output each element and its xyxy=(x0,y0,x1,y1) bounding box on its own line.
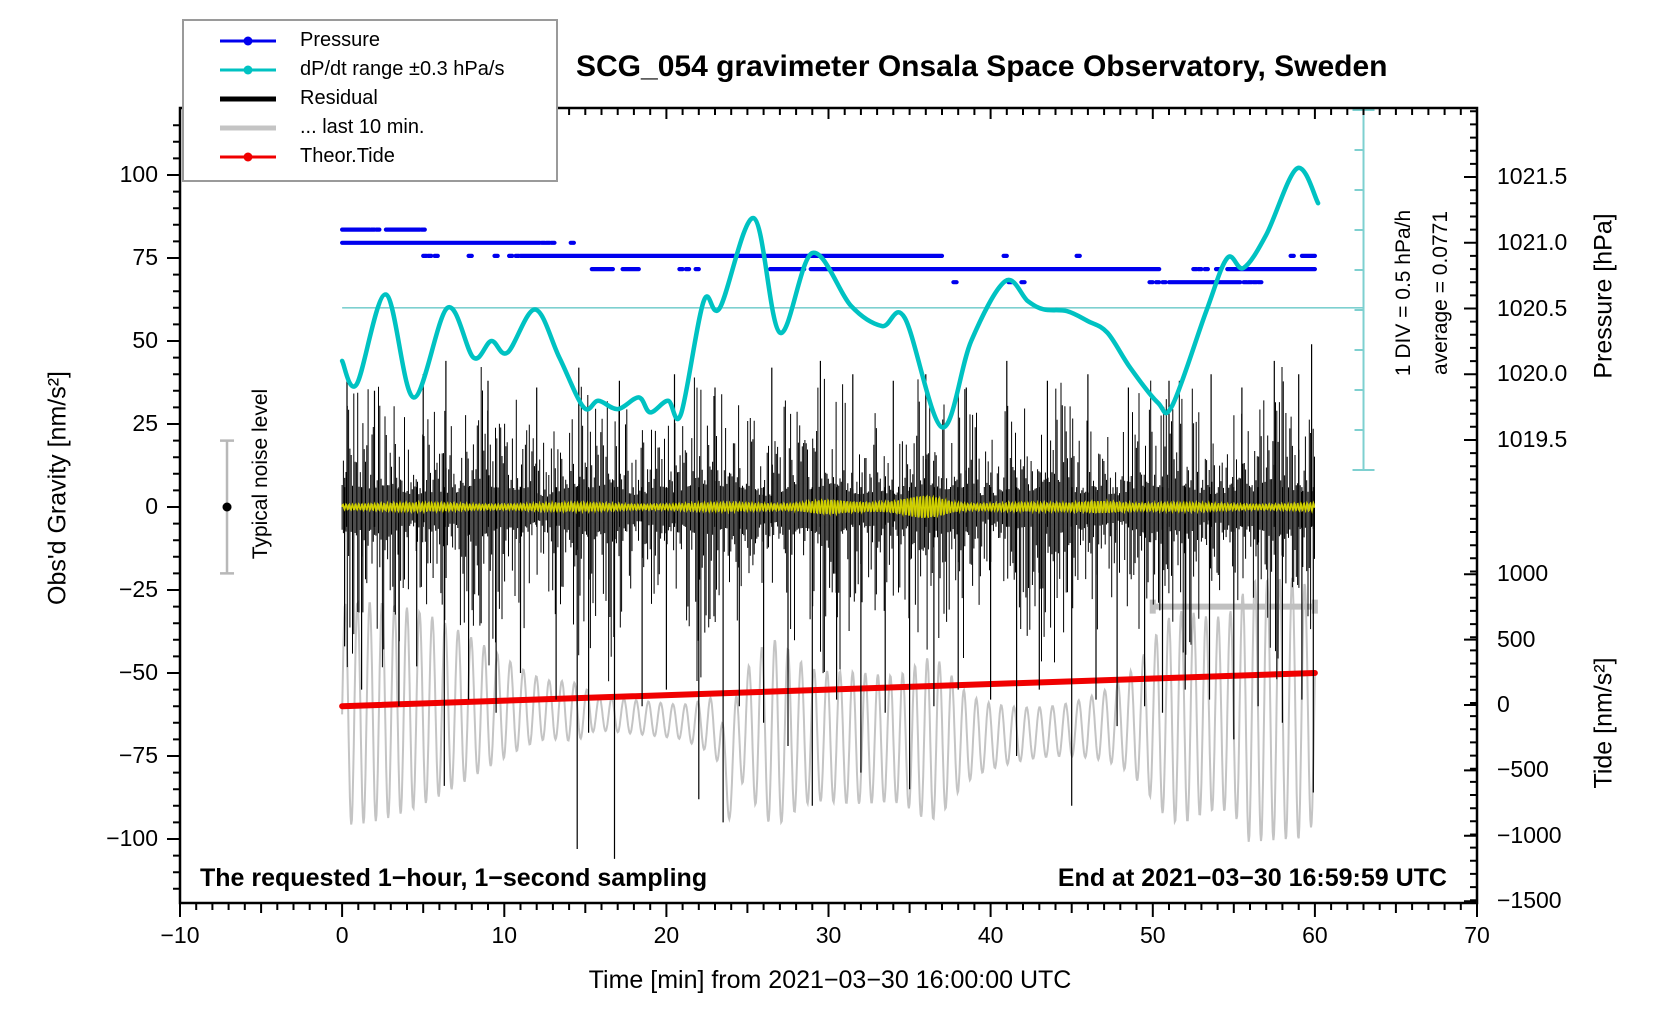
sampling-note: The requested 1−hour, 1−second sampling xyxy=(200,864,708,892)
pressure-tick-label: 1020.0 xyxy=(1497,360,1568,387)
gravity-tick-label: 25 xyxy=(132,410,158,436)
x-tick-label: 70 xyxy=(1464,922,1490,948)
tide-tick-label: −1000 xyxy=(1497,821,1562,848)
gravity-tick-label: 0 xyxy=(145,493,158,519)
residual-spikes xyxy=(345,344,1314,859)
legend-line-icon xyxy=(220,113,276,142)
x-tick-label: −10 xyxy=(160,922,200,948)
pressure-series xyxy=(342,230,1315,283)
last10min-series xyxy=(342,578,1315,842)
x-tick-label: 0 xyxy=(335,922,349,948)
y-left-axis-title: Obs'd Gravity [nm/s²] xyxy=(43,371,72,605)
div-scale-note: 1 DIV = 0.5 hPa/h xyxy=(1392,209,1415,377)
gravity-tick-label: −75 xyxy=(118,742,158,768)
legend-item xyxy=(184,26,556,55)
tide-tick-label: −500 xyxy=(1497,756,1549,783)
average-note: average = 0.0771 xyxy=(1429,210,1452,376)
legend-line-dot-icon xyxy=(220,55,276,84)
legend-label: dP/dt range ±0.3 hPa/s xyxy=(300,58,505,80)
x-tick-label: 10 xyxy=(491,922,518,948)
tide-tick-label: 500 xyxy=(1497,625,1536,652)
y-right-tide-title: Tide [nm/s²] xyxy=(1589,657,1618,789)
legend-item xyxy=(184,84,556,113)
legend-label: Pressure xyxy=(300,29,381,51)
dpdt-div-ruler xyxy=(1353,110,1375,470)
noise-level-note: Typical noise level xyxy=(249,388,272,560)
x-tick-label: 50 xyxy=(1139,922,1166,948)
legend-item xyxy=(184,142,556,171)
gravity-tick-label: −25 xyxy=(118,576,158,602)
gravity-tick-label: −100 xyxy=(106,825,158,851)
gravity-tick-label: −50 xyxy=(118,659,158,685)
x-tick-label: 60 xyxy=(1302,922,1328,948)
tide-tick-label: −1500 xyxy=(1497,887,1562,914)
legend xyxy=(182,19,558,182)
x-tick-label: 40 xyxy=(977,922,1004,948)
legend-line-icon xyxy=(220,84,276,113)
gravity-tick-label: 100 xyxy=(119,161,158,187)
noise-level-dot xyxy=(223,503,232,512)
legend-line-dot-icon xyxy=(220,26,276,55)
y-right-pressure-title: Pressure [hPa] xyxy=(1589,213,1618,379)
x-tick-label: 30 xyxy=(815,922,842,948)
pressure-tick-label: 1021.0 xyxy=(1497,228,1568,255)
tide-tick-label: 0 xyxy=(1497,691,1510,717)
legend-line-dot-icon xyxy=(220,142,276,171)
pressure-tick-label: 1019.5 xyxy=(1497,426,1568,452)
gravity-tick-label: 50 xyxy=(132,327,158,353)
gravity-tick-label: 75 xyxy=(132,244,158,270)
legend-label: Theor.Tide xyxy=(300,145,395,167)
x-tick-label: 20 xyxy=(653,922,680,948)
legend-item xyxy=(184,113,556,142)
tide-tick-label: 1000 xyxy=(1497,560,1549,587)
x-axis-title: Time [min] from 2021−03−30 16:00:00 UTC xyxy=(588,966,1072,994)
legend-label: Residual xyxy=(300,87,378,109)
end-time-note: End at 2021−03−30 16:59:59 UTC xyxy=(1057,864,1447,892)
legend-item xyxy=(184,55,556,84)
chart-title: SCG_054 gravimeter Onsala Space Observatory, Sweden xyxy=(576,50,1388,83)
pressure-tick-label: 1020.5 xyxy=(1497,294,1568,321)
legend-label: ... last 10 min. xyxy=(300,116,425,138)
pressure-tick-label: 1021.5 xyxy=(1497,163,1568,189)
